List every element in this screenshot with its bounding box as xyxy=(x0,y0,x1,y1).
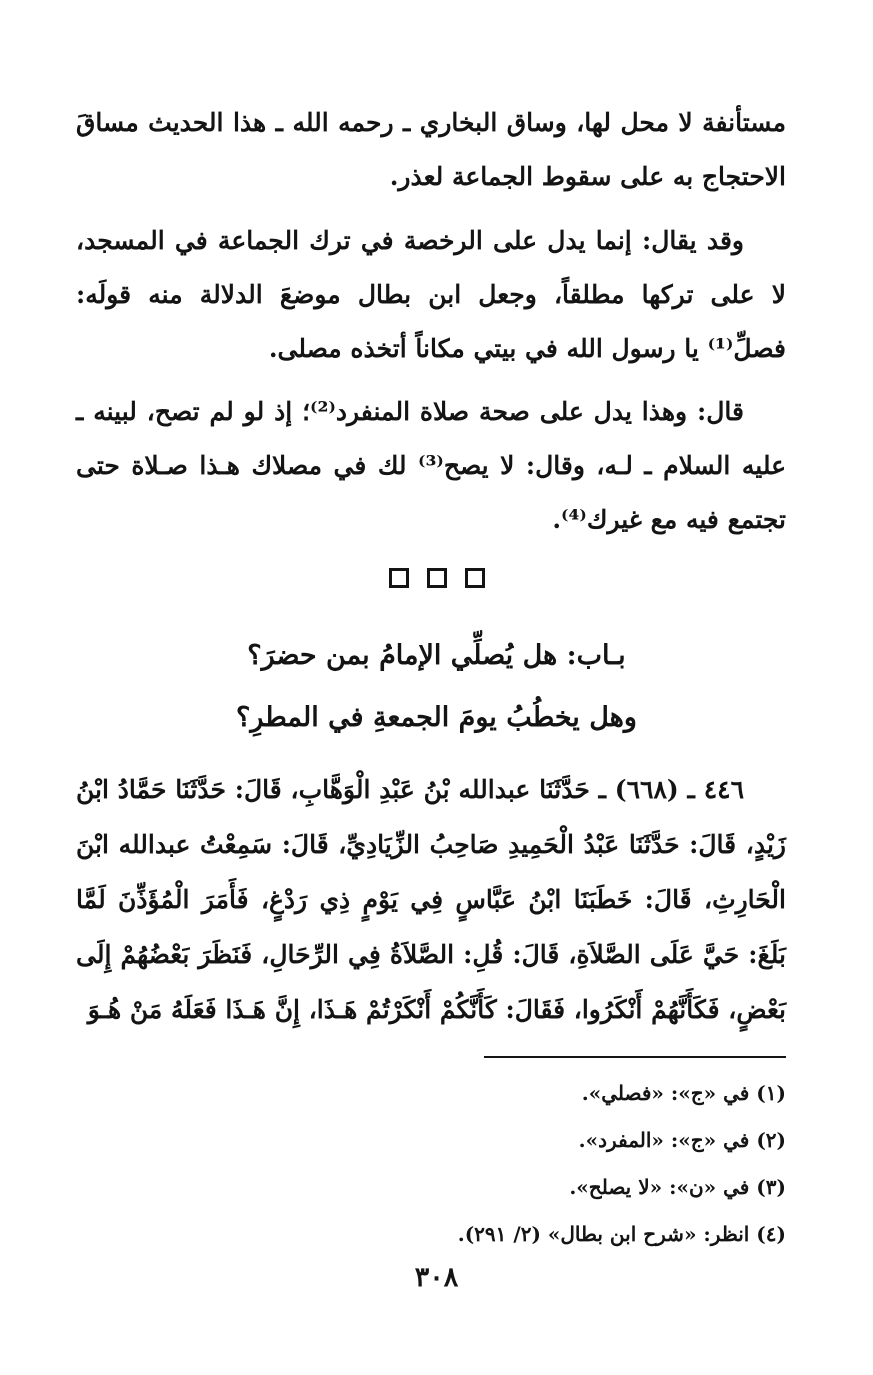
paragraph-continuation: مستأنفة لا محل لها، وساق البخاري ـ رحمه الله ـ هذا الحديث مساقَ الاحتجاج به على سقوط الجماعة لعذر. xyxy=(76,108,786,191)
footnote-2: (٢) في «ج»: «المفرد». xyxy=(578,1128,786,1152)
footnote-1: (١) في «ج»: «فصلي». xyxy=(581,1081,786,1105)
square-ornament-icon xyxy=(427,568,447,588)
footnote-4: (٤) انظر: «شرح ابن بطال» (٢/ ٢٩١). xyxy=(457,1222,786,1246)
page-number: ٣٠٨ xyxy=(414,1262,459,1293)
paragraph-munfarid: قال: وهذا يدل على صحة صلاة المنفرد⁽²⁾؛ إذ لو لم تصح، لبينه ـ عليه السلام ـ لـه، وقال: لا يصح⁽³⁾ لك في مصلاك هـذا صـلاة حتى تجتمع فيه مع غيرك⁽⁴⁾. xyxy=(76,397,787,534)
square-ornament-icon xyxy=(465,568,485,588)
section-separator xyxy=(0,568,873,588)
chapter-heading-line-1: بـاب: هل يُصلِّي الإمامُ بمن حضرَ؟ xyxy=(247,640,626,671)
paragraph-rukhsa: وقد يقال: إنما يدل على الرخصة في ترك الجماعة في المسجد، لا على تركها مطلقاً، وجعل ابن بطال موضعَ الدلالة منه قولَه: فصلِّ⁽¹⁾ يا رسول الله في بيتي مكاناً أتخذه مصلى. xyxy=(76,226,786,363)
chapter-heading-line-2: وهل يخطُبُ يومَ الجمعةِ في المطرِ؟ xyxy=(236,702,637,733)
footnote-3: (٣) في «ن»: «لا يصلح». xyxy=(569,1175,786,1199)
footnote-divider xyxy=(484,1056,786,1058)
square-ornament-icon xyxy=(389,568,409,588)
hadith-text: ٤٤٦ ـ (٦٦٨) ـ حَدَّثَنَا عبدالله بْنُ عَبْدِ الْوَهَّابِ، قَالَ: حَدَّثَنَا حَمَّادُ ابْنُ زَيْدٍ، قَالَ: حَدَّثَنَا عَبْدُ الْحَمِيدِ صَاحِبُ الزِّيَادِيِّ، قَالَ: سَمِعْتُ عبدالله ابْنَ الْحَارِثِ، قَالَ: خَطَبَنَا ابْنُ عَبَّاسٍ فِي يَوْمٍ ذِي رَدْغٍ، فَأَمَرَ الْمُؤَذِّنَ لَمَّا بَلَغَ: حَيَّ عَلَى الصَّلاَةِ، قَالَ: قُلِ: الصَّلاَةُ فِي الرِّحَالِ، فَنَظَرَ بَعْضُهُمْ إِلَى بَعْضٍ، فَكَأَنَّهُمْ أَنْكَرُوا، فَقَالَ: كَأَنَّكُمْ أَنْكَرْتُمْ هَـذَا، إِنَّ هَـذَا فَعَلَهُ مَنْ هُـوَ xyxy=(76,775,786,1024)
footnotes xyxy=(76,1070,786,1258)
